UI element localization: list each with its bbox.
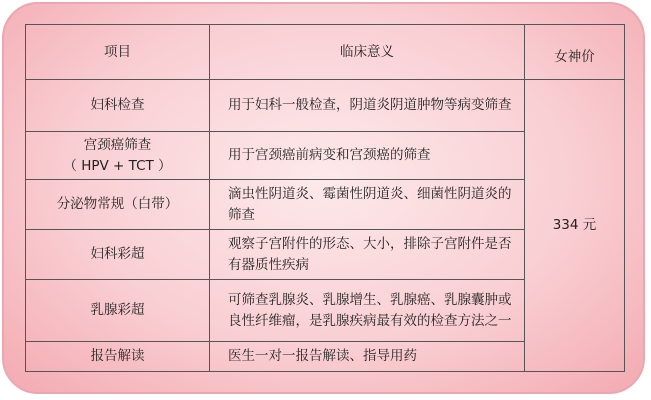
row-meaning: 观察子宫附件的形态、大小，排除子宫附件是否有器质性疾病 [210, 230, 525, 280]
header-meaning: 临床意义 [210, 25, 525, 80]
header-item: 项目 [26, 25, 210, 80]
header-price: 女神价 [525, 25, 625, 80]
row-item: 乳腺彩超 [26, 280, 210, 342]
row-item: 妇科彩超 [26, 230, 210, 280]
row-item: 报告解读 [26, 342, 210, 372]
row-item: 分泌物常规（白带） [26, 180, 210, 230]
table-header-row [26, 25, 625, 80]
row-meaning: 医生一对一报告解读、指导用药 [210, 342, 525, 372]
exam-package-table [25, 24, 625, 372]
table-row [26, 80, 625, 132]
row-item-name: 宫颈癌筛查 [83, 136, 152, 153]
price-cell: 334 元 [525, 80, 625, 372]
row-meaning: 用于宫颈癌前病变和宫颈癌的筛查 [210, 132, 525, 180]
row-meaning: 用于妇科一般检查，阴道炎阴道肿物等病变筛查 [210, 80, 525, 132]
row-item: 妇科检查 [26, 80, 210, 132]
row-meaning: 滴虫性阴道炎、霉菌性阴道炎、细菌性阴道炎的筛查 [210, 180, 525, 230]
row-item [26, 132, 210, 180]
row-meaning: 可筛查乳腺炎、乳腺增生、乳腺癌、乳腺囊肿或良性纤维瘤，是乳腺疾病最有效的检查方法之一 [210, 280, 525, 342]
row-item-sub: （ HPV + TCT ） [63, 157, 172, 174]
